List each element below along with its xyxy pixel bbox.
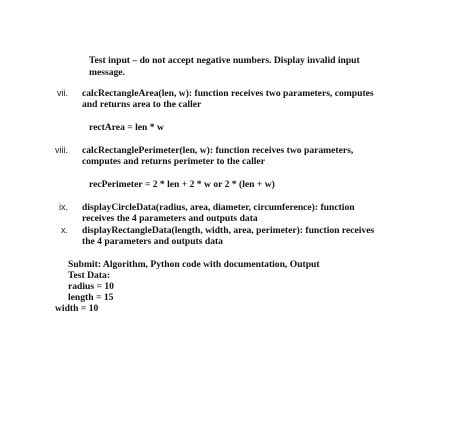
list-item-text: and returns area to the caller — [82, 99, 202, 110]
width-value: width = 10 — [55, 303, 99, 314]
list-item-text: displayRectangleData(length, width, area, perimeter): function receives — [82, 225, 375, 236]
list-item-text: calcRectangleArea(len, w): function receives two parameters, computes — [82, 88, 374, 99]
length-value: length = 15 — [68, 292, 114, 303]
list-item-text: computes and returns perimeter to the caller — [82, 156, 265, 167]
intro-line-1: Test input – do not accept negative numbers. Display invalid input — [89, 55, 360, 66]
formula: rectArea = len * w — [89, 122, 164, 133]
list-item-number: viii. — [55, 145, 68, 155]
list-item-text: receives the 4 parameters and outputs data — [82, 213, 258, 224]
list-item-text: the 4 parameters and outputs data — [82, 236, 223, 247]
list-item-number: vii. — [57, 88, 68, 98]
list-item-number: x. — [61, 225, 69, 235]
formula: recPerimeter = 2 * len + 2 * w or 2 * (len + w) — [89, 179, 275, 190]
list-item-text: displayCircleData(radius, area, diameter, circumference): function — [82, 202, 355, 213]
intro-line-2: message. — [89, 67, 125, 78]
test-data-label: Test Data: — [68, 270, 111, 281]
list-item-text: calcRectanglePerimeter(len, w): function receives two parameters, — [82, 145, 354, 156]
list-item-number: ix. — [59, 202, 68, 212]
radius-value: radius = 10 — [68, 281, 114, 292]
submit-line: Submit: Algorithm, Python code with documentation, Output — [68, 259, 320, 270]
